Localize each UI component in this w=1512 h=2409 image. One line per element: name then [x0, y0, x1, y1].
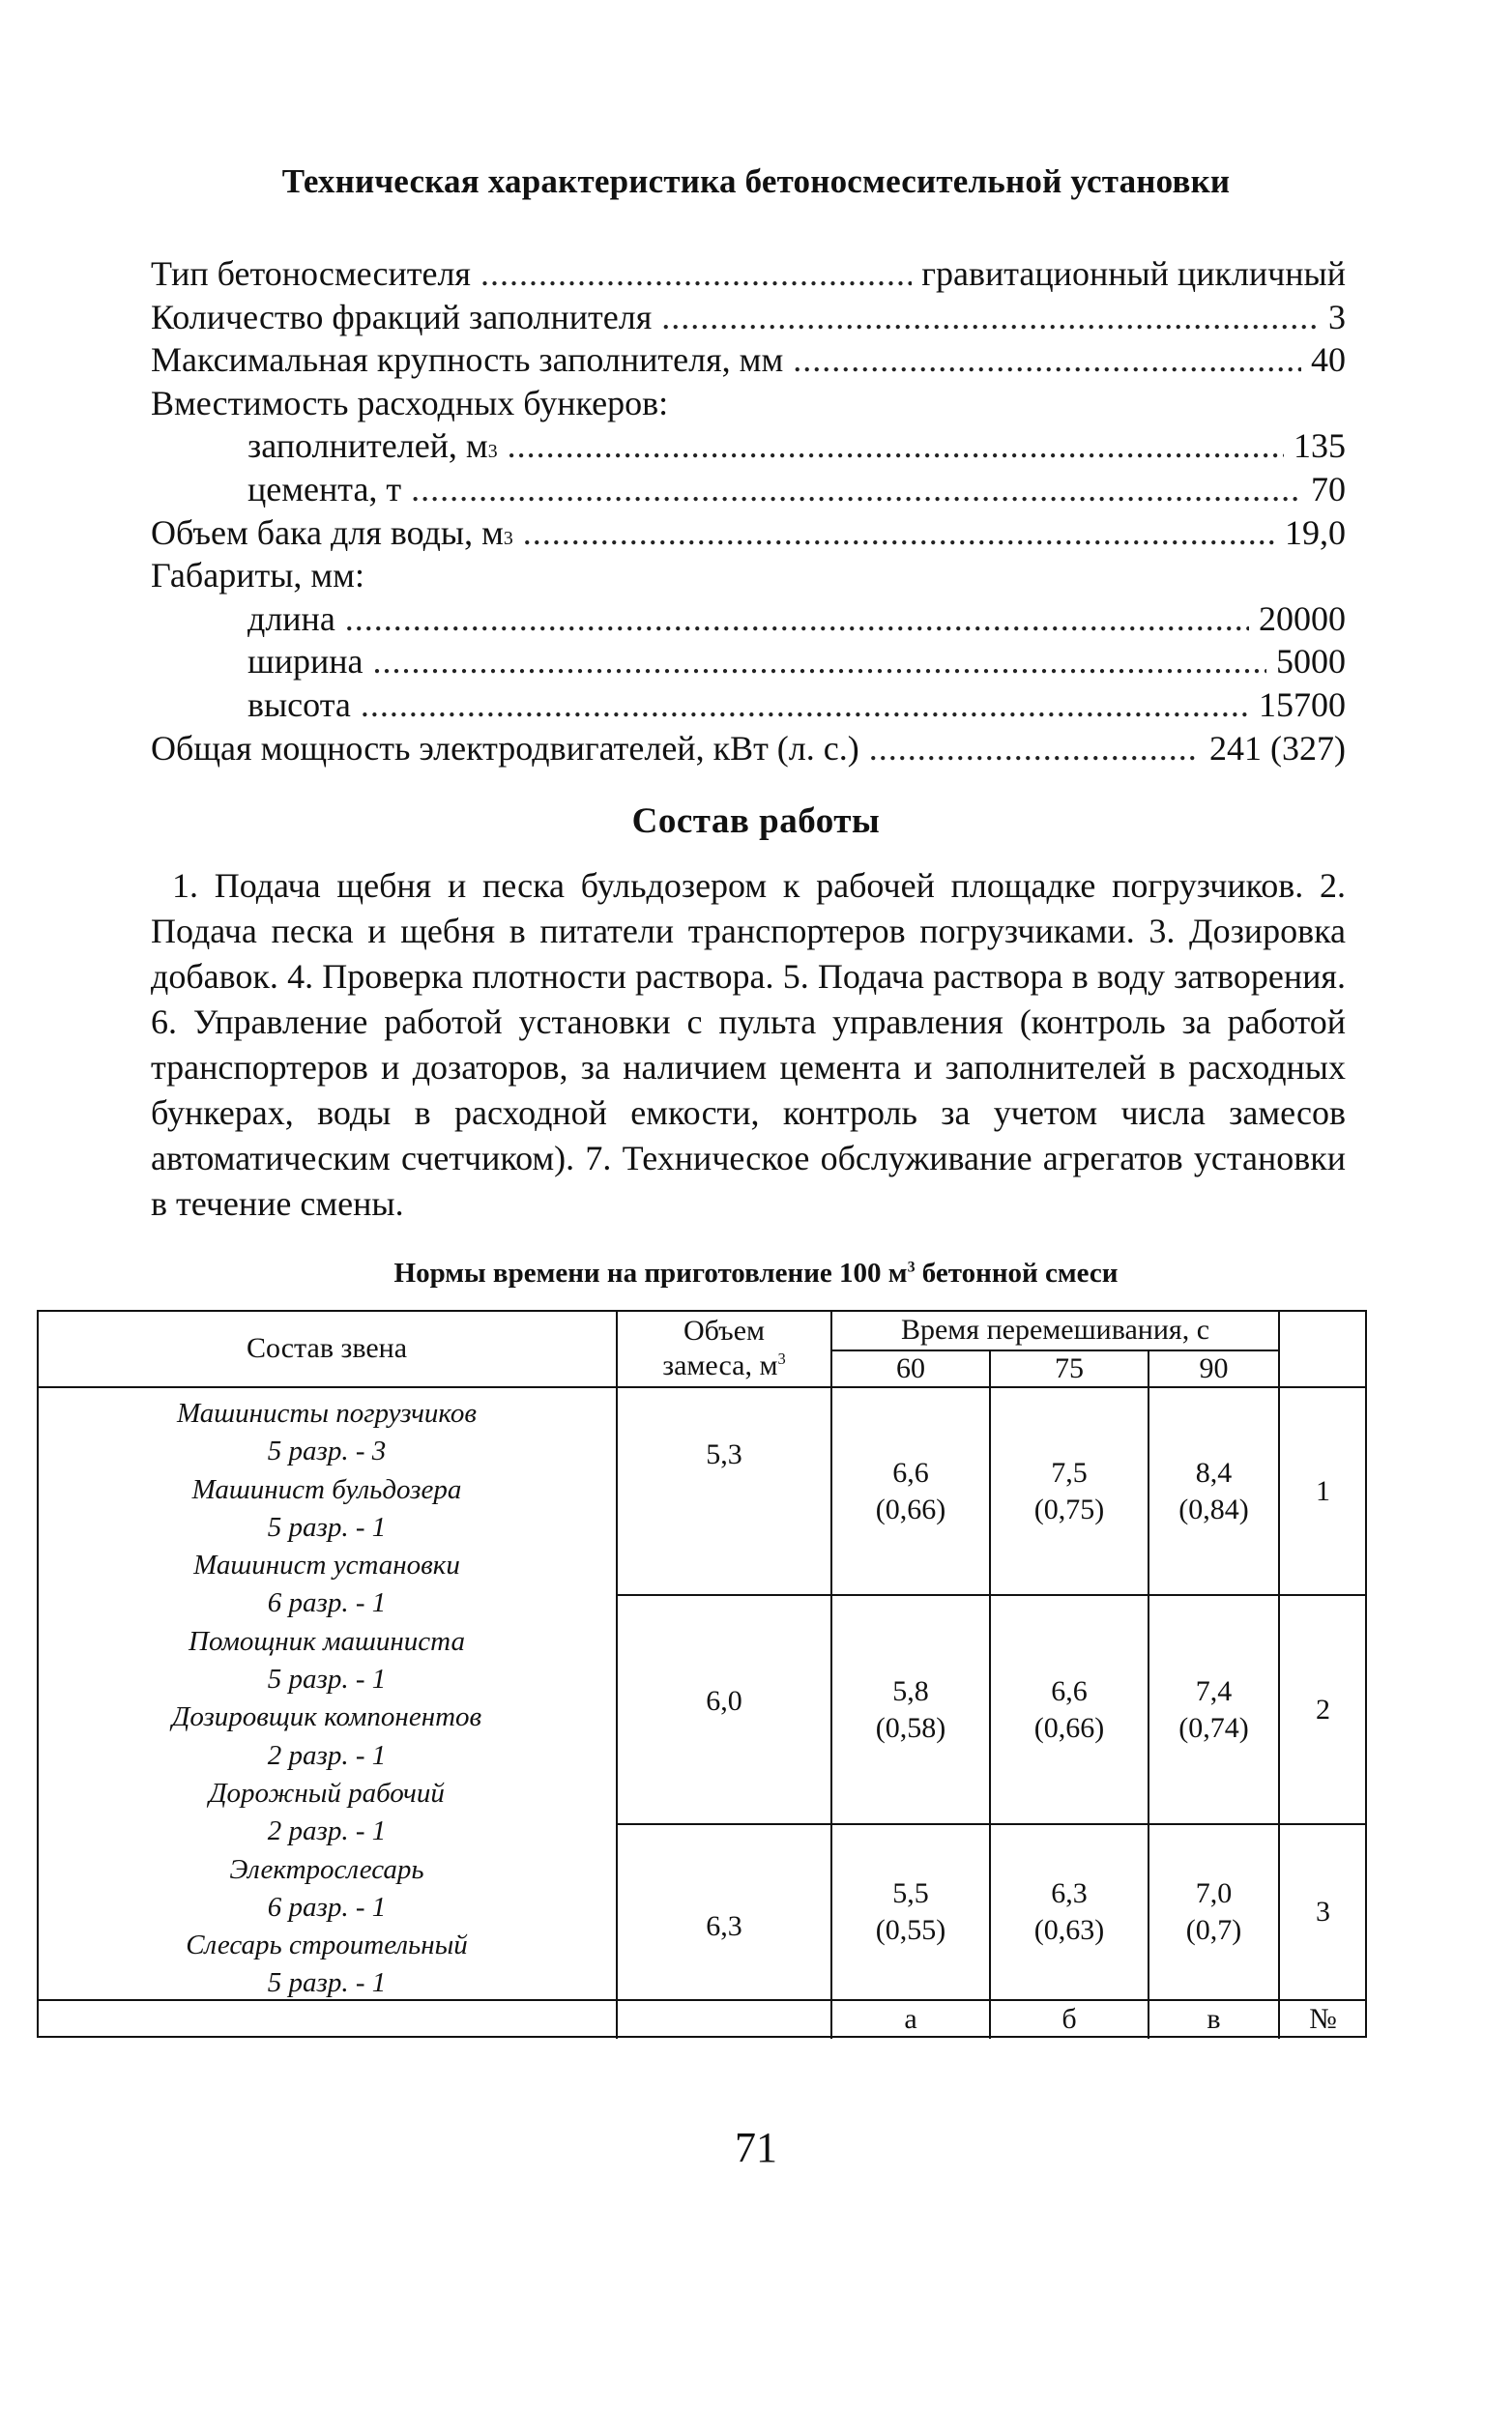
spec-label: заполнителей, м — [247, 426, 488, 466]
spec-row — [151, 598, 1346, 642]
cell-volume: 6,3 — [706, 1910, 742, 1942]
spec-value: 40 — [1311, 340, 1346, 380]
table-caption-sup: 3 — [907, 1259, 916, 1276]
footer-col-a: а — [904, 2003, 917, 2035]
cell-norm-rate: (0,66) — [1033, 1711, 1105, 1744]
spec-label: Общая мощность электродвигателей, кВт (л. с.) — [151, 728, 859, 768]
crew-member-rank: 2 разр. - 1 — [267, 1815, 387, 1847]
spec-row — [151, 383, 1346, 426]
spec-row: заполнителей, м 3 ..... 135 — [151, 425, 1346, 469]
cell-norm-rate: (0,7) — [1185, 1914, 1242, 1946]
spec-dot-leader — [373, 641, 1267, 682]
cell-norm-rate: (0,66) — [875, 1493, 946, 1525]
cell-row-number: 3 — [1316, 1896, 1330, 1928]
spec-dot-leader — [508, 425, 1284, 466]
norms-table — [37, 1310, 1367, 2039]
spec-row — [151, 555, 1346, 598]
spec-label: ширина — [247, 642, 363, 682]
spec-dot-leader — [869, 728, 1200, 769]
spec-value: 20000 — [1259, 598, 1346, 638]
crew-member-rank: 5 разр. - 3 — [267, 1436, 387, 1467]
cell-time-value — [1149, 1387, 1279, 1595]
spec-label: Количество фракций заполнителя — [151, 297, 653, 336]
crew-member-name: Машинисты погрузчиков — [177, 1398, 477, 1429]
spec-value: 241 (327) — [1209, 728, 1346, 768]
footer-col-v: в — [1207, 2003, 1221, 2035]
cell-time-value — [990, 1595, 1149, 1824]
spec-value: 135 — [1294, 426, 1346, 466]
spec-label: цемента, т — [247, 469, 402, 508]
cell-norm-rate: (0,75) — [1033, 1493, 1105, 1525]
spec-list — [151, 253, 1346, 770]
spec-label: Объем бака для воды, м — [151, 512, 504, 552]
spec-value: 5000 — [1276, 642, 1346, 682]
table-caption-text-end: бетонной смеси — [915, 1258, 1119, 1289]
cell-time-value — [990, 1824, 1149, 2000]
header-volume-line2: замеса, $м^3$ — [662, 1350, 786, 1381]
spec-dot-leader — [345, 598, 1249, 639]
header-time-60: 60 — [896, 1352, 925, 1384]
cell-time-value — [990, 1387, 1149, 1595]
cell-row-number: 2 — [1316, 1693, 1330, 1726]
crew-member-rank: 5 разр. - 1 — [267, 1967, 387, 1999]
crew-member-rank: 5 разр. - 1 — [267, 1511, 387, 1543]
crew-member-name: Помощник машиниста — [189, 1625, 465, 1657]
spec-row — [151, 641, 1346, 684]
cell-norm-rate: (0,58) — [875, 1711, 946, 1744]
header-volume-line1: Объем — [683, 1315, 765, 1347]
footer-col-b: б — [1061, 2003, 1077, 2035]
cell-time-value — [831, 1824, 990, 2000]
spec-row — [151, 684, 1346, 728]
cell-norm-time: 5,5 — [892, 1877, 929, 1909]
spec-value: гравитационный цикличный — [921, 254, 1346, 293]
spec-label: Тип бетоносмесителя — [151, 254, 471, 293]
spec-dot-leader — [661, 297, 1319, 337]
crew-member-name: Машинист установки — [193, 1550, 460, 1582]
header-volume — [617, 1310, 831, 1387]
work-heading: Состав работы — [631, 801, 881, 841]
table-caption-text: Нормы времени на приготовление 100 м — [393, 1258, 908, 1289]
crew-member-rank: 5 разр. - 1 — [267, 1664, 387, 1696]
cell-norm-rate: (0,74) — [1178, 1711, 1249, 1744]
cell-norm-time: 8,4 — [1195, 1456, 1233, 1489]
cell-norm-rate: (0,63) — [1033, 1914, 1105, 1946]
cell-time-value — [831, 1595, 990, 1824]
spec-dot-leader — [361, 684, 1249, 725]
header-time-90: 90 — [1199, 1352, 1229, 1384]
crew-member-name: Дорожный рабочий — [209, 1777, 445, 1809]
crew-composition — [37, 1395, 617, 2003]
spec-row — [151, 253, 1346, 297]
spec-row — [151, 728, 1346, 771]
spec-label: Габариты, мм: — [151, 556, 364, 595]
spec-dot-leader — [480, 253, 912, 294]
cell-row-number: 1 — [1316, 1474, 1330, 1507]
spec-row — [151, 297, 1346, 340]
spec-value: 70 — [1311, 469, 1346, 508]
spec-heading: Техническая характеристика бетоносмесительной установки — [281, 162, 1231, 200]
cell-norm-time: 6,6 — [892, 1456, 929, 1489]
spec-row — [151, 339, 1346, 383]
spec-dot-leader — [411, 469, 1301, 509]
spec-dot-leader — [793, 339, 1301, 380]
table-caption — [0, 1258, 1512, 1290]
header-crew: Состав звена — [246, 1332, 408, 1364]
spec-value: 15700 — [1259, 684, 1346, 724]
cell-time-value — [1149, 1824, 1279, 2000]
crew-member-name: Дозировщик компонентов — [171, 1701, 482, 1733]
spec-value: 3 — [1328, 297, 1346, 336]
crew-member-name: Электрослесарь — [229, 1853, 424, 1885]
spec-row: Объем бака для воды, м 3 ..... 19,0 — [151, 512, 1346, 556]
cell-norm-rate: (0,84) — [1178, 1493, 1249, 1525]
cell-norm-time: 7,4 — [1195, 1674, 1233, 1707]
spec-label: высота — [247, 684, 351, 724]
cell-volume: 5,3 — [706, 1438, 742, 1470]
cell-time-value — [831, 1387, 990, 1595]
spec-row — [151, 469, 1346, 512]
cell-volume: 6,0 — [706, 1685, 742, 1717]
spec-label: Максимальная крупность заполнителя, мм — [151, 340, 784, 380]
spec-dot-leader — [523, 512, 1275, 553]
header-time-75: 75 — [1055, 1352, 1084, 1384]
crew-member-rank: 6 разр. - 1 — [267, 1587, 387, 1619]
work-text: 1. Подача щебня и песка бульдозером к рабочей площадке погрузчиков. 2. Подача песка и щебня в питатели транспортеров погрузчиками. 3. Дозировка добавок. 4. Проверка плотности раствора. 5. Подача раствора в воду затворения. 6. Управление работой установки с пульта управления (контроль за работой транспортеров и дозаторов, за наличием цемента и заполнителей в расходных бункерах, воды в расходной емкости, контроль за учетом числа замесов автоматическим счетчиком). 7. Техническое обслуживание агрегатов установки в течение смены. — [151, 866, 1346, 1223]
crew-member-rank: 2 разр. - 1 — [267, 1739, 387, 1771]
cell-time-value — [1149, 1595, 1279, 1824]
page-number: 71 — [735, 2124, 777, 2171]
cell-norm-time: 7,5 — [1051, 1456, 1088, 1489]
cell-norm-time: 6,3 — [1051, 1877, 1088, 1909]
crew-member-name: Машинист бульдозера — [191, 1473, 462, 1505]
header-time: Время перемешивания, с — [900, 1314, 1210, 1346]
cell-norm-time: 6,6 — [1051, 1674, 1088, 1707]
crew-member-rank: 6 разр. - 1 — [267, 1891, 387, 1923]
spec-label: Вместимость расходных бункеров: — [151, 383, 669, 422]
crew-member-name: Слесарь строительный — [186, 1930, 468, 1961]
cell-norm-time: 7,0 — [1195, 1877, 1233, 1909]
footer-num: № — [1309, 2003, 1337, 2035]
cell-norm-time: 5,8 — [892, 1674, 929, 1707]
spec-value: 19,0 — [1285, 512, 1346, 552]
cell-norm-rate: (0,55) — [875, 1914, 946, 1946]
spec-label: длина — [247, 598, 335, 638]
